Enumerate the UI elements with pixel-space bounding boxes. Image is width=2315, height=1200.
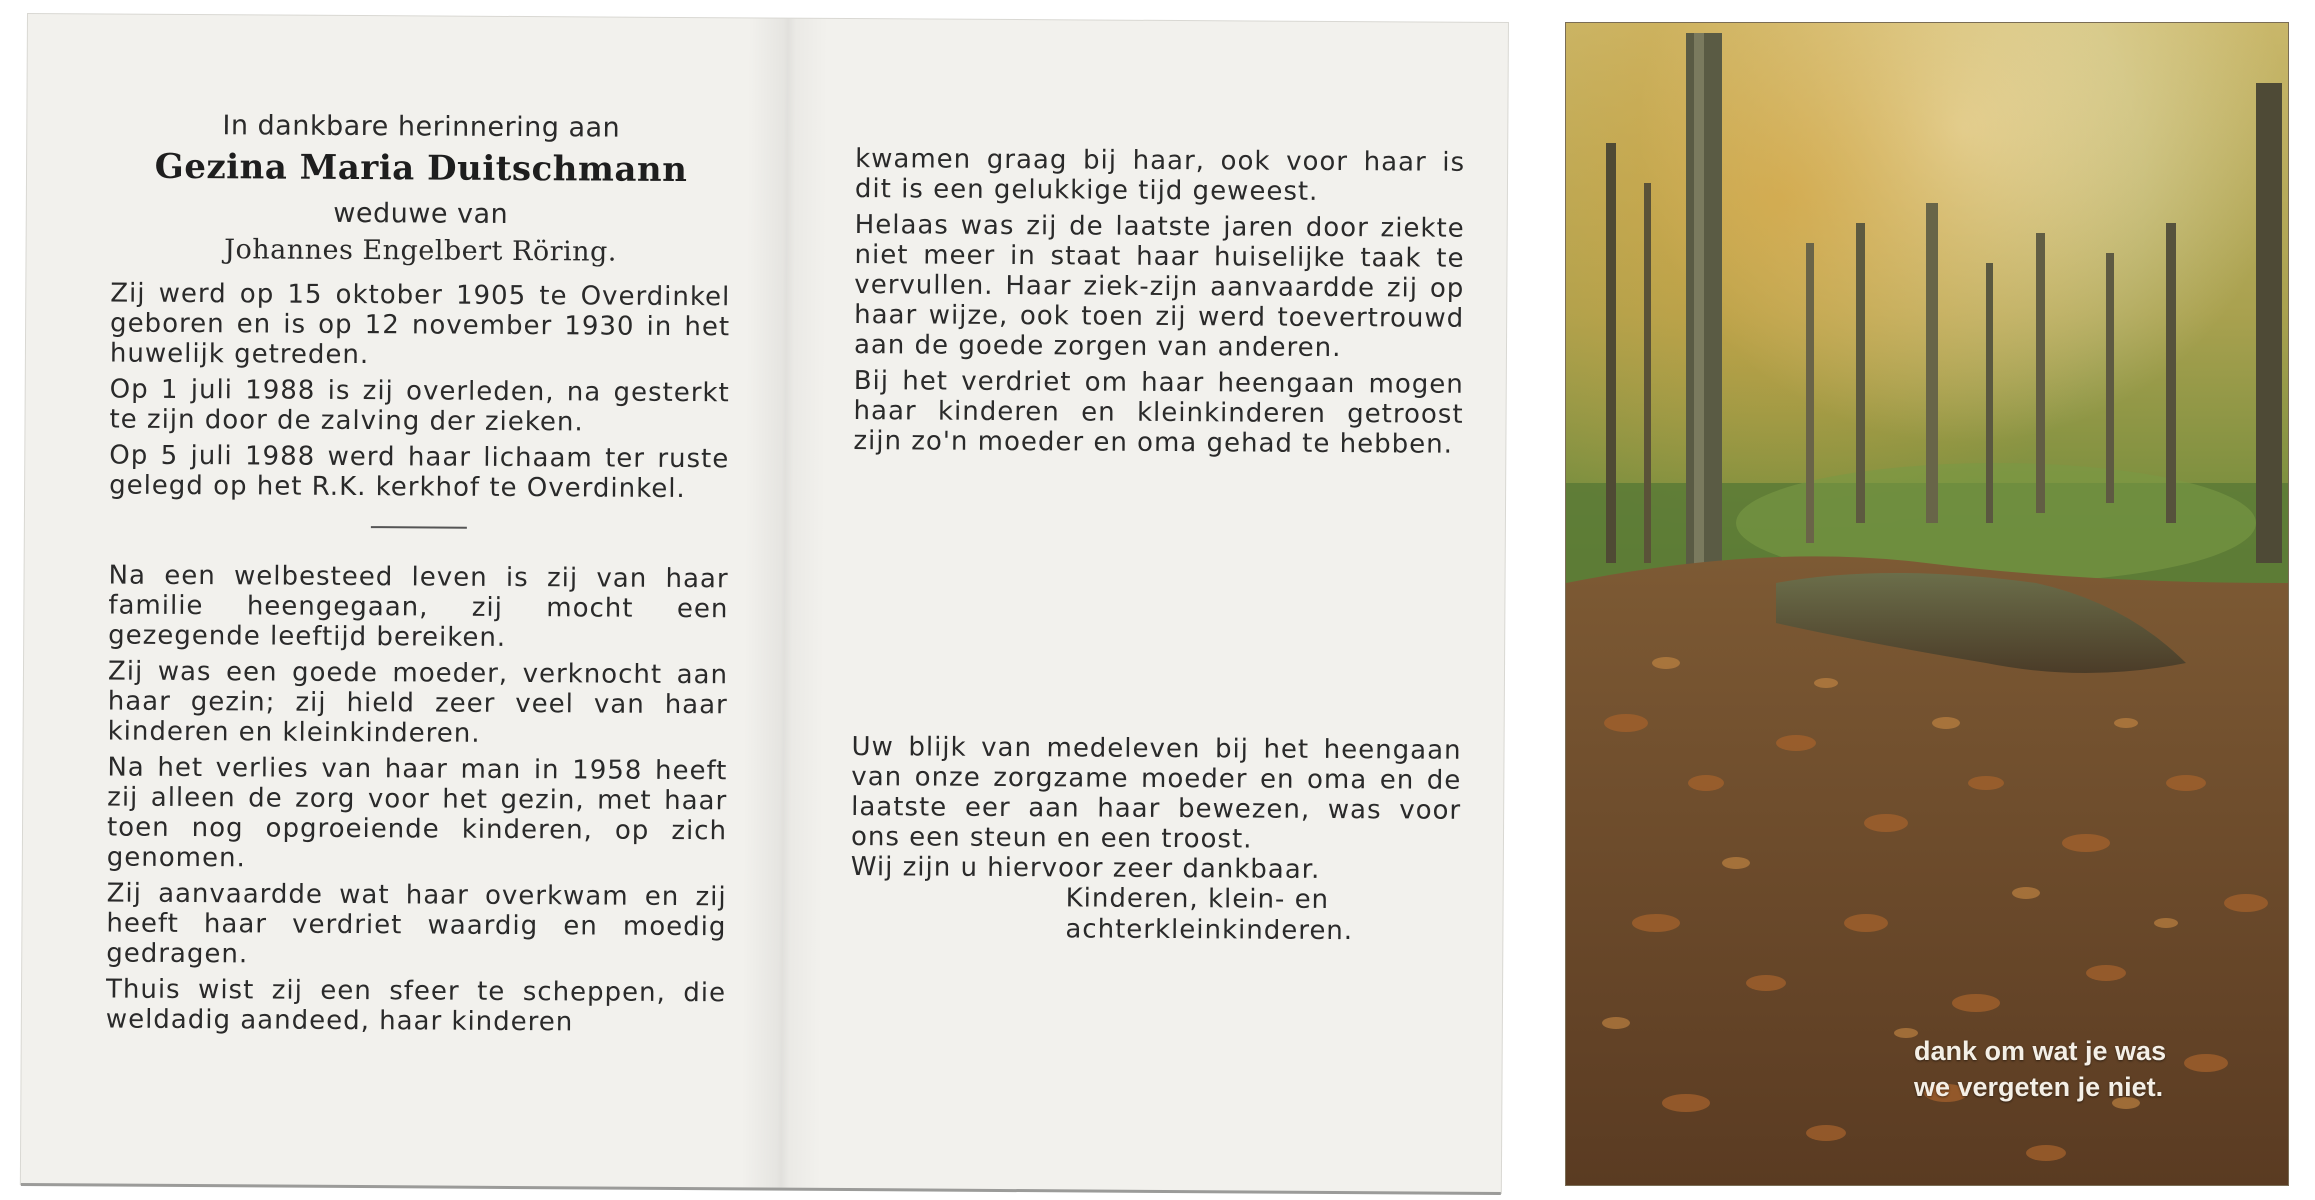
signature-line-1: Kinderen, klein- en bbox=[1065, 883, 1330, 915]
memorial-card bbox=[21, 14, 1508, 1193]
card-fold bbox=[741, 18, 828, 1188]
paragraph-home: Thuis wist zij een sfeer te scheppen, die weldadig aandeed, haar kinderen bbox=[105, 974, 727, 1038]
thanks-text: Uw blijk van medeleven bij het heengaan van onze zorgzame moeder en oma en de laatste eer aan haar bewezen, was voor ons een steun en een troost. bbox=[850, 732, 1462, 855]
paragraph-comfort: Bij het verdriet om haar heengaan mogen haar kinderen en kleinkinderen getroost zijn zo'n moeder en oma gehad te hebben. bbox=[853, 366, 1464, 460]
left-page bbox=[106, 110, 732, 1045]
husband-name: Johannes Engelbert Röring. bbox=[224, 234, 618, 268]
forest-photo bbox=[1565, 22, 2289, 1186]
paragraph-visits: kwamen graag bij haar, ook voor haar is dit is een gelukkige tijd geweest. bbox=[854, 144, 1466, 207]
deceased-name: Gezina Maria Duitschmann bbox=[154, 146, 688, 191]
paragraph-birth: Zij werd op 15 oktober 1905 te Overdinkel geboren en is op 12 november 1930 in het huwelijk getreden. bbox=[109, 278, 731, 371]
forest-scene bbox=[1566, 23, 2288, 1185]
paragraph-mother: Zij was een goede moeder, verknocht aan haar gezin; zij hield zeer veel van haar kinderen en kleinkinderen. bbox=[107, 656, 729, 749]
intro-line: In dankbare herinnering aan bbox=[222, 110, 621, 144]
paragraph-death: Op 1 juli 1988 is zij overleden, na gesterkt te zijn door de zalving der zieken. bbox=[109, 374, 730, 438]
widow-of-line: weduwe van bbox=[333, 197, 509, 230]
photo-caption bbox=[1914, 1033, 2166, 1105]
paragraph-life: Na een welbesteed leven is zij van haar familie heengegaan, zij mocht een gezegende leeftijd bereiken. bbox=[108, 560, 729, 653]
signature-line-2: achterkleinkinderen. bbox=[1065, 914, 1354, 947]
caption-line-2: we vergeten je niet. bbox=[1914, 1072, 2164, 1102]
right-page bbox=[850, 144, 1465, 948]
thanks-line: Wij zijn u hiervoor zeer dankbaar. bbox=[850, 852, 1321, 885]
paragraph-illness: Helaas was zij de laatste jaren door ziekte niet meer in staat haar huiselijke taak te vervullen. Haar ziek-zijn aanvaardde zij op haar wijze, ook toen zij werd toevertrouwd aan de goede zorgen van anderen. bbox=[853, 210, 1465, 364]
caption-line-1: dank om wat je was bbox=[1914, 1036, 2167, 1066]
paragraph-acceptance: Zij aanvaardde wat haar overkwam en zij heeft haar verdriet waardig en moedig gedragen. bbox=[106, 878, 727, 970]
paragraph-burial: Op 5 juli 1988 werd haar lichaam ter ruste gelegd op het R.K. kerkhof te Overdinkel. bbox=[109, 440, 730, 505]
divider bbox=[371, 526, 467, 529]
paragraph-loss: Na het verlies van haar man in 1958 heeft zij alleen de zorg voor het gezin, met haar toen nog opgroeiende kinderen, op zich genomen. bbox=[106, 752, 728, 874]
